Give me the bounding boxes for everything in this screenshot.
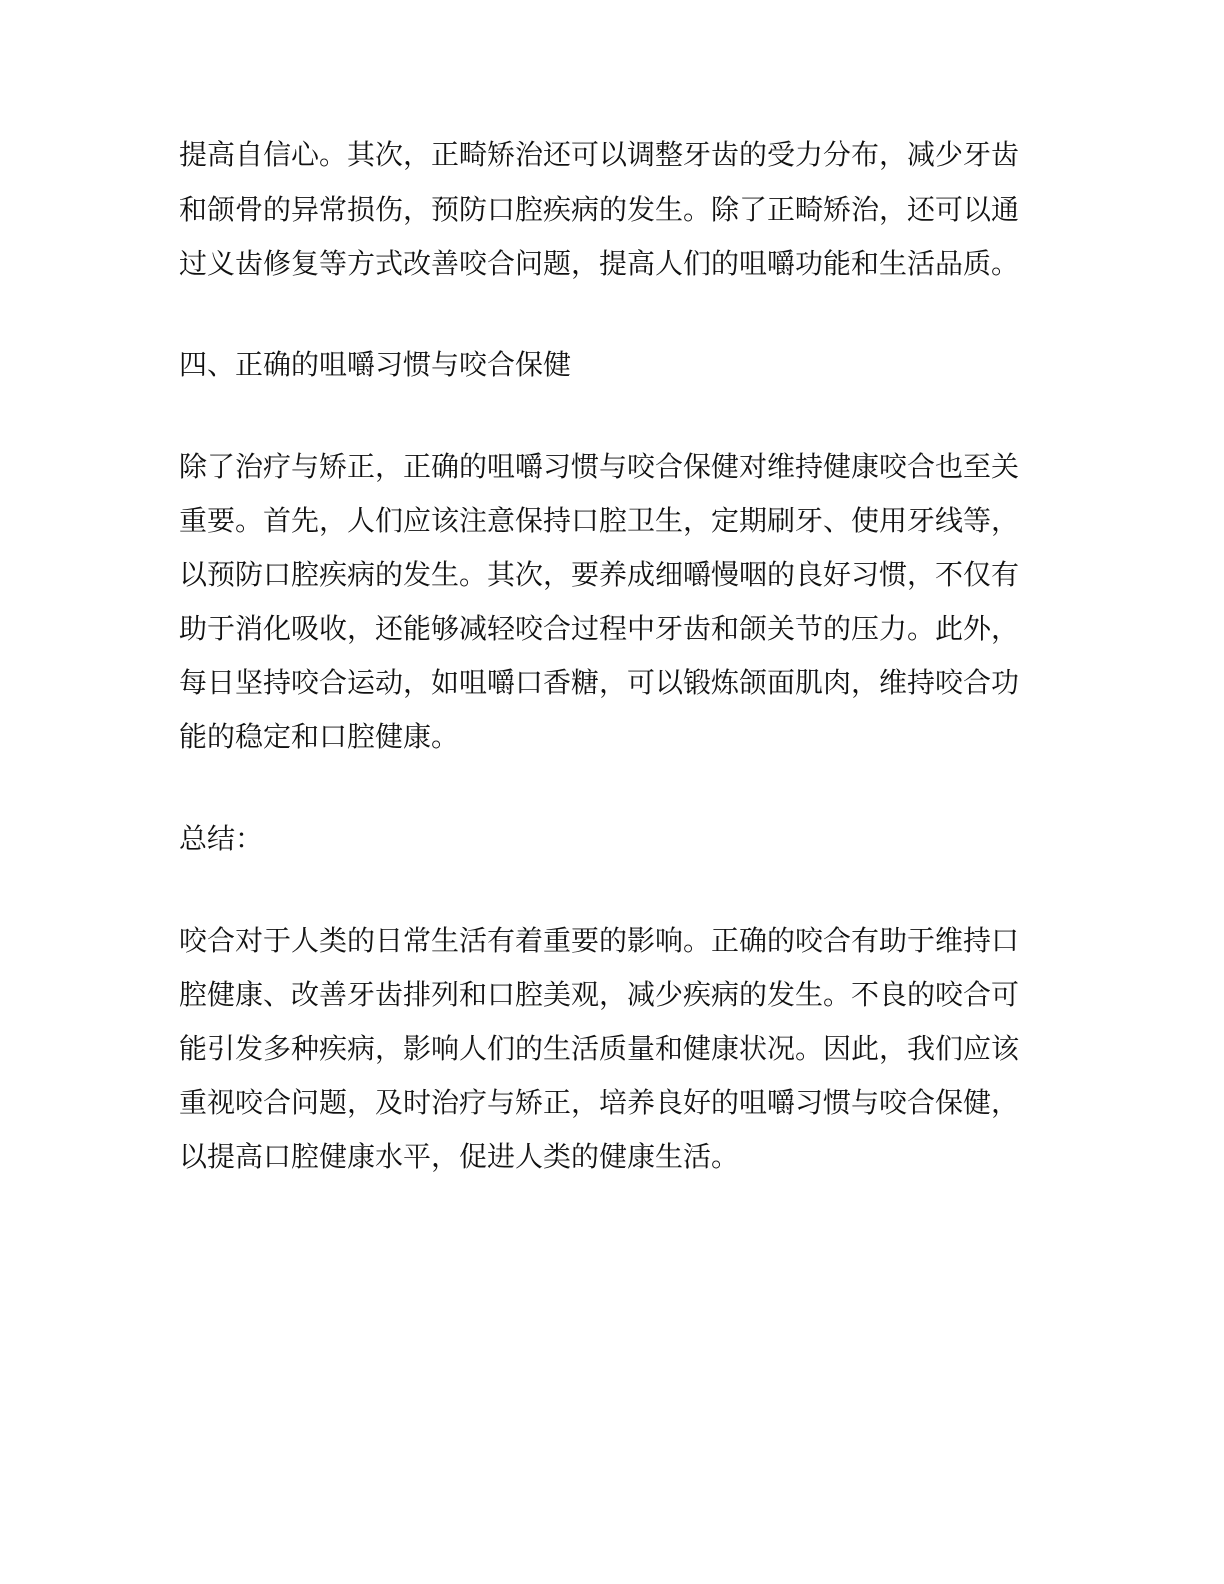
paragraph-2-line-3: 以预防口腔疾病的发生。其次，要养成细嚼慢咽的良好习惯，不仅有	[179, 558, 1020, 591]
paragraph-1-line-3: 过义齿修复等方式改善咬合问题，提高人们的咀嚼功能和生活品质。	[179, 247, 1020, 280]
paragraph-1-line-1: 提高自信心。其次，正畸矫治还可以调整牙齿的受力分布，减少牙齿	[179, 138, 1020, 171]
paragraph-3-line-4: 重视咬合问题，及时治疗与矫正，培养良好的咀嚼习惯与咬合保健，	[179, 1086, 1020, 1119]
paragraph-3-line-5: 以提高口腔健康水平，促进人类的健康生活。	[179, 1140, 740, 1173]
paragraph-2-line-5: 每日坚持咬合运动，如咀嚼口香糖，可以锻炼颌面肌肉，维持咬合功	[179, 666, 1020, 699]
paragraph-3-line-3: 能引发多种疾病，影响人们的生活质量和健康状况。因此，我们应该	[179, 1032, 1020, 1065]
paragraph-2-line-2: 重要。首先，人们应该注意保持口腔卫生，定期刷牙、使用牙线等，	[179, 504, 1020, 537]
paragraph-1-line-2: 和颌骨的异常损伤，预防口腔疾病的发生。除了正畸矫治，还可以通	[179, 193, 1020, 226]
paragraph-2-line-1: 除了治疗与矫正，正确的咀嚼习惯与咬合保健对维持健康咬合也至关	[179, 450, 1020, 483]
paragraph-3-line-2: 腔健康、改善牙齿排列和口腔美观，减少疾病的发生。不良的咬合可	[179, 978, 1020, 1011]
paragraph-3-line-1: 咬合对于人类的日常生活有着重要的影响。正确的咬合有助于维持口	[179, 924, 1020, 957]
paragraph-2-line-6: 能的稳定和口腔健康。	[179, 720, 460, 753]
section-heading: 四、正确的咀嚼习惯与咬合保健	[179, 348, 572, 381]
summary-heading: 总结：	[179, 822, 264, 855]
paragraph-2-line-4: 助于消化吸收，还能够减轻咬合过程中牙齿和颌关节的压力。此外，	[179, 612, 1020, 645]
